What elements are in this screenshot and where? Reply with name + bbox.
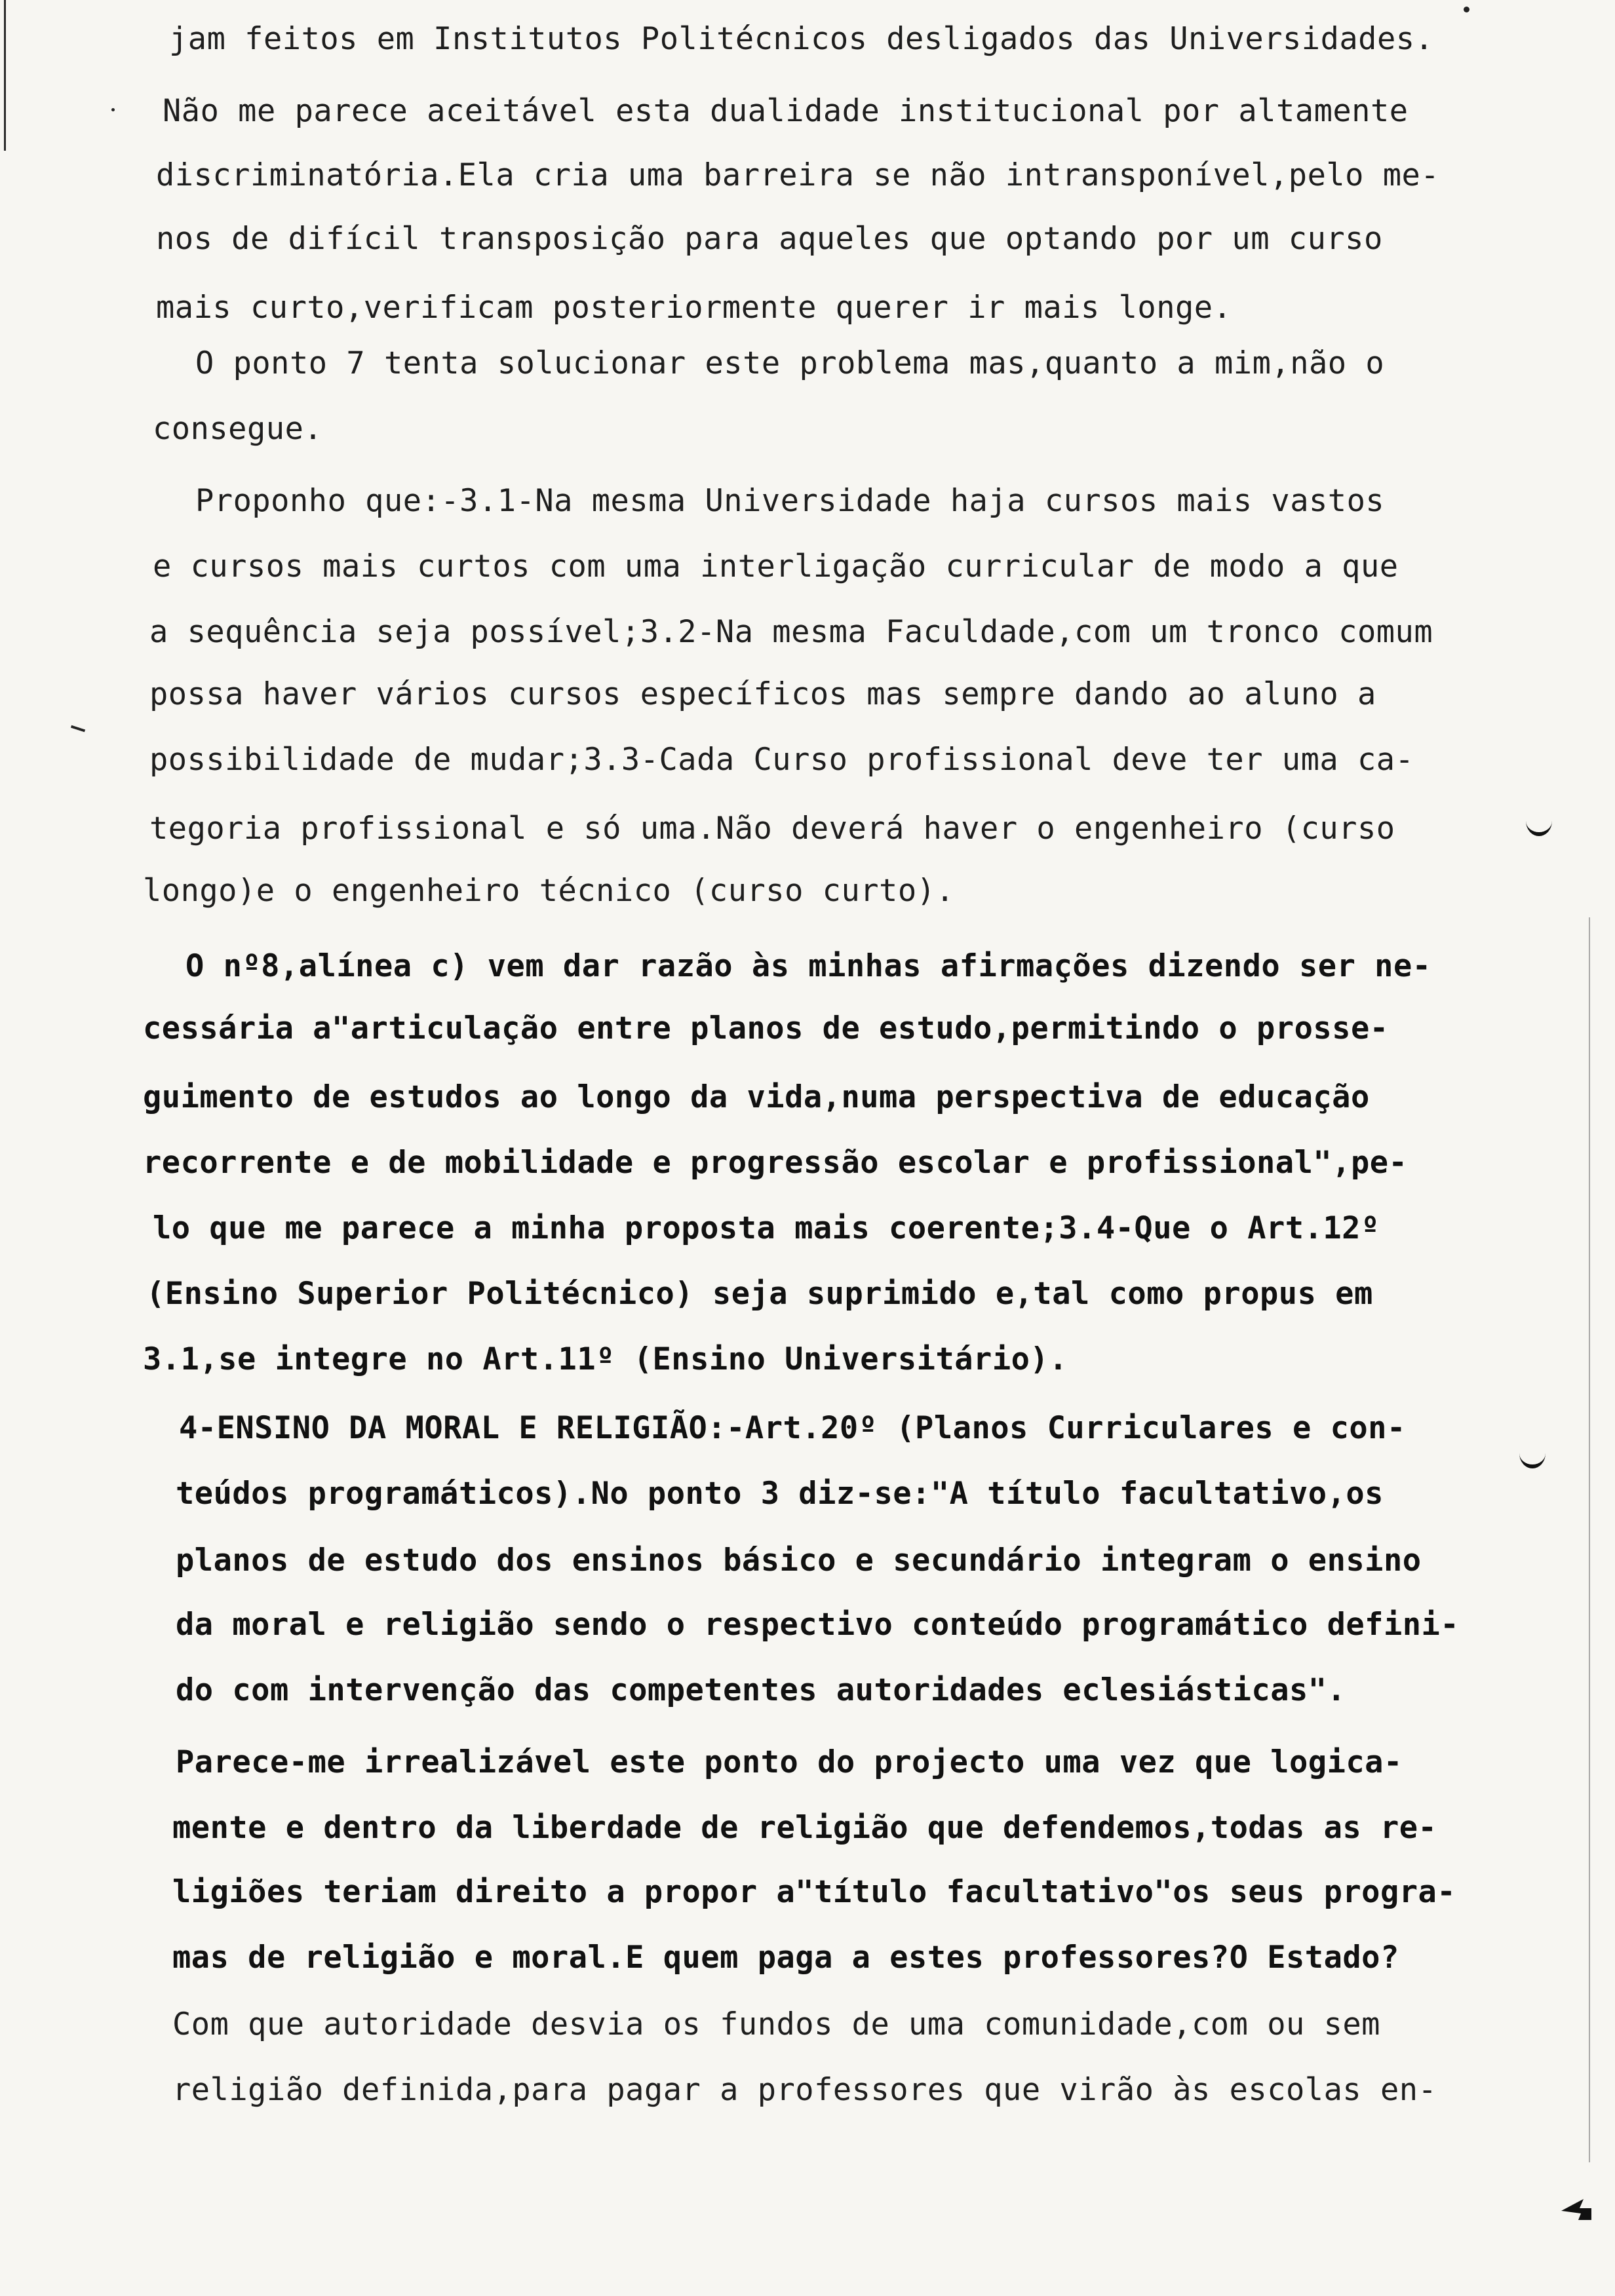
text-line-02: Não me parece aceitável esta dualidade institucional por altamente: [163, 93, 1409, 129]
text-line-07: consegue.: [153, 411, 323, 447]
text-line-21: 3.1,se integre no Art.11º (Ensino Universitário).: [143, 1341, 1068, 1377]
text-line-27: Parece-me irrealizável este ponto do projecto uma vez que logica-: [176, 1744, 1403, 1780]
text-line-08: Proponho que:-3.1-Na mesma Universidade haja cursos mais vastos: [195, 483, 1385, 519]
page-left-edge-shadow: [4, 0, 6, 151]
text-line-12: possibilidade de mudar;3.3-Cada Curso profissional deve ter uma ca-: [149, 742, 1414, 778]
text-line-01: jam feitos em Institutos Politécnicos desligados das Universidades.: [169, 21, 1434, 57]
text-line-18: recorrente e de mobilidade e progressão escolar e profissional",pe-: [143, 1145, 1408, 1181]
text-line-10: a sequência seja possível;3.2-Na mesma Faculdade,com um tronco comum: [149, 614, 1433, 650]
text-line-06: O ponto 7 tenta solucionar este problema mas,quanto a mim,não o: [195, 345, 1385, 381]
text-line-13: tegoria profissional e só uma.Não deverá haver o engenheiro (curso: [149, 811, 1395, 847]
ink-dot: [1464, 7, 1469, 12]
text-line-04: nos de difícil transposição para aqueles que optando por um curso: [156, 221, 1383, 257]
text-line-11: possa haver vários cursos específicos mas sempre dando ao aluno a: [149, 676, 1376, 712]
text-line-30: mas de religião e moral.E quem paga a estes professores?O Estado?: [172, 1940, 1399, 1976]
page-right-edge-shadow: [1589, 917, 1590, 2162]
text-line-22: 4-ENSINO DA MORAL E RELIGIÃO:-Art.20º (Planos Curriculares e con-: [179, 1410, 1406, 1446]
text-line-26: do com intervenção das competentes autoridades eclesiásticas".: [176, 1672, 1346, 1708]
text-line-29: ligiões teriam direito a propor a"título facultativo"os seus progra-: [172, 1874, 1456, 1910]
text-line-03: discriminatória.Ela cria uma barreira se não intransponível,pelo me-: [156, 157, 1440, 193]
text-line-15: O nº8,alínea c) vem dar razão às minhas afirmações dizendo ser ne-: [185, 948, 1431, 984]
text-line-05: mais curto,verificam posteriormente querer ir mais longe.: [156, 290, 1232, 326]
text-line-24: planos de estudo dos ensinos básico e secundário integram o ensino: [176, 1542, 1422, 1578]
text-line-19: lo que me parece a minha proposta mais coerente;3.4-Que o Art.12º: [153, 1210, 1380, 1246]
text-line-32: religião definida,para pagar a professores que virão às escolas en-: [172, 2072, 1437, 2108]
punch-mark-2: [1519, 1438, 1546, 1468]
margin-dash: [71, 725, 85, 733]
text-line-25: da moral e religião sendo o respectivo conteúdo programático defini-: [176, 1607, 1460, 1643]
text-line-16: cessária a"articulação entre planos de estudo,permitindo o prosse-: [143, 1010, 1389, 1046]
text-line-14: longo)e o engenheiro técnico (curso curto).: [143, 873, 955, 909]
text-line-09: e cursos mais curtos com uma interligação curricular de modo a que: [153, 548, 1399, 584]
text-line-20: (Ensino Superior Politécnico) seja suprimido e,tal como propus em: [146, 1276, 1373, 1312]
text-line-23: teúdos programáticos).No ponto 3 diz-se:"A título facultativo,os: [176, 1476, 1384, 1512]
corner-arrow-icon: [1560, 2196, 1593, 2223]
margin-mark: [111, 108, 115, 111]
text-line-28: mente e dentro da liberdade de religião que defendemos,todas as re-: [172, 1810, 1437, 1846]
text-line-17: guimento de estudos ao longo da vida,numa perspectiva de educação: [143, 1079, 1370, 1115]
punch-mark-1: [1526, 806, 1552, 836]
text-line-31: Com que autoridade desvia os fundos de uma comunidade,com ou sem: [172, 2006, 1380, 2042]
